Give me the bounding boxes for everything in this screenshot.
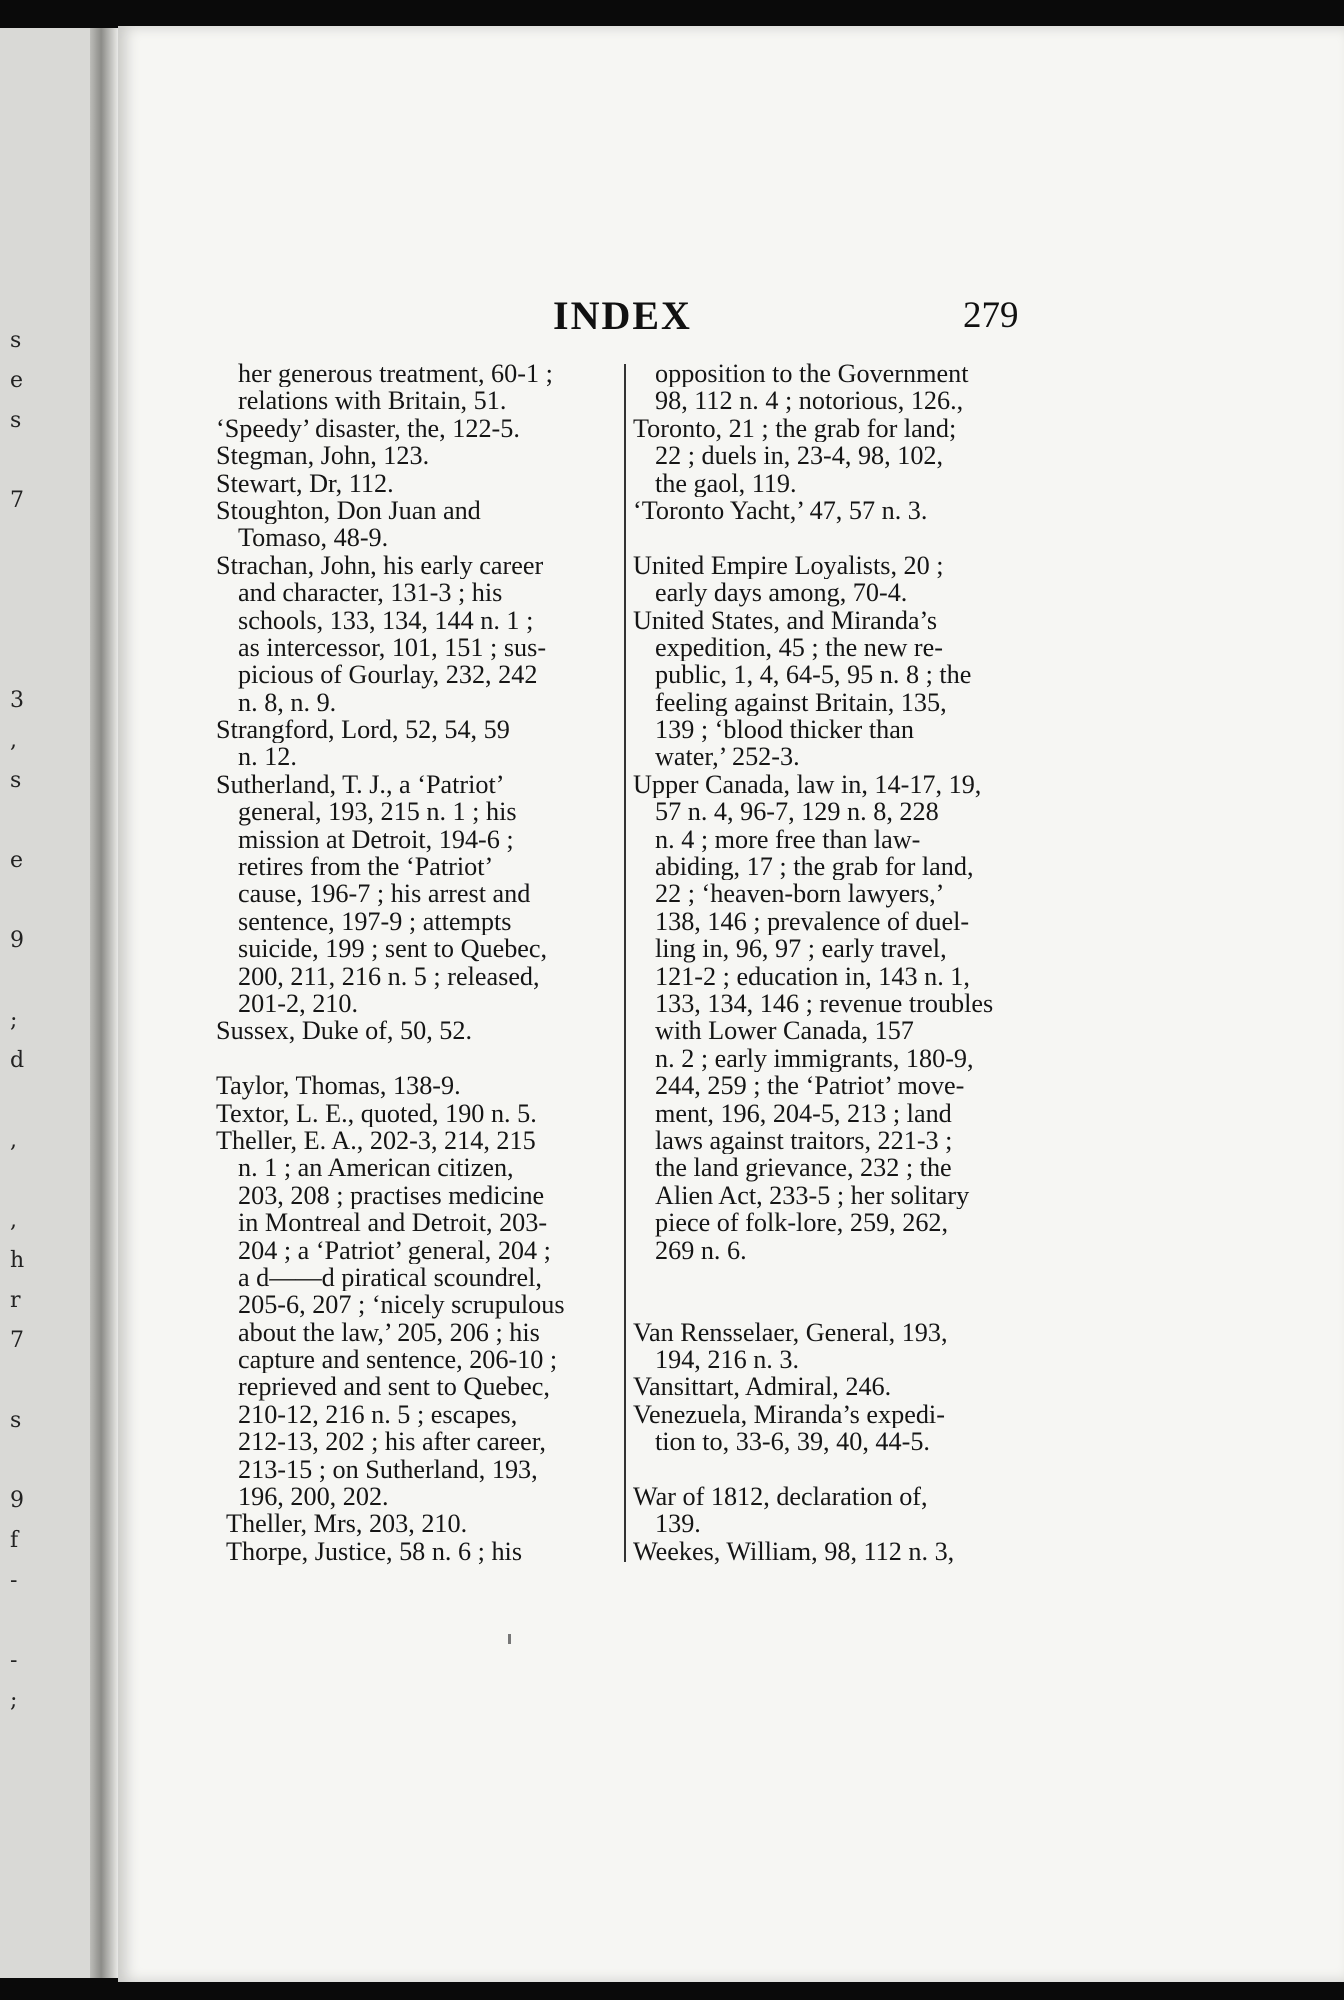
- edge-fragment: d: [10, 1048, 25, 1073]
- index-entry-headword-line: Sutherland, T. J., a ‘Patriot’: [216, 770, 505, 799]
- index-entry-continuation-line: 244, 259 ; the ‘Patriot’ move-: [655, 1072, 965, 1100]
- index-entry-continuation-line: capture and sentence, 206-10 ;: [238, 1346, 558, 1374]
- index-entry-continuation-line: 200, 211, 216 n. 5 ; released,: [238, 962, 540, 990]
- book-page: [118, 26, 1344, 1982]
- index-entry-continuation-line: 139 ; ‘blood thicker than: [655, 716, 914, 744]
- index-entry-continuation-line: as intercessor, 101, 151 ; sus-: [238, 633, 547, 662]
- index-entry-continuation-line: in Montreal and Detroit, 203-: [238, 1209, 548, 1237]
- edge-fragment: ,: [10, 1208, 17, 1233]
- index-entry-continuation-line: 57 n. 4, 96-7, 129 n. 8, 228: [655, 798, 939, 826]
- index-entry-headword-line: Sussex, Duke of, 50, 52.: [216, 1017, 473, 1045]
- index-entry-continuation-line: n. 2 ; early immigrants, 180-9,: [655, 1044, 974, 1073]
- entry-gap: [633, 1456, 1050, 1483]
- index-entry-continuation-line: schools, 133, 134, 144 n. 1 ;: [238, 606, 534, 634]
- index-entry-continuation-line: the land grievance, 232 ; the: [655, 1154, 952, 1182]
- index-entry-headword-line: Venezuela, Miranda’s expedi-: [633, 1400, 945, 1429]
- index-entry-continuation-line: sentence, 197-9 ; attempts: [238, 907, 512, 936]
- index-entry-continuation-line: Alien Act, 233-5 ; her solitary: [655, 1181, 970, 1210]
- index-entry-continuation-line: 138, 146 ; prevalence of duel-: [655, 907, 970, 936]
- index-entry-continuation-line: n. 4 ; more free than law-: [655, 825, 921, 854]
- index-entry-continuation-line: 269 n. 6.: [655, 1236, 747, 1264]
- page-number: 279: [963, 295, 1019, 336]
- index-entry-continuation-line: 201-2, 210.: [238, 989, 359, 1018]
- index-entry-continuation-line: 196, 200, 202.: [238, 1483, 389, 1511]
- index-entry-continuation-line: mission at Detroit, 194-6 ;: [238, 825, 514, 854]
- index-entry-continuation-line: 194, 216 n. 3.: [655, 1346, 800, 1374]
- edge-fragment: ,: [10, 1128, 17, 1153]
- index-entry-continuation-line: public, 1, 4, 64-5, 95 n. 8 ; the: [655, 661, 972, 689]
- index-entry-continuation-line: opposition to the Government: [655, 360, 969, 388]
- index-entry-continuation-line: general, 193, 215 n. 1 ; his: [238, 798, 517, 826]
- index-entry-headword-line: Stewart, Dr, 112.: [216, 469, 394, 497]
- edge-fragment: e: [10, 848, 24, 873]
- index-entry-continuation-line: early days among, 70-4.: [655, 579, 908, 607]
- index-entry-continuation-line: Tomaso, 48-9.: [238, 524, 389, 552]
- edge-fragment: ;: [10, 1688, 18, 1713]
- index-entry-continuation-line: picious of Gourlay, 232, 242: [238, 661, 538, 689]
- index-entry-headword-line: Strachan, John, his early career: [216, 551, 544, 580]
- index-entry-continuation-line: 205-6, 207 ; ‘nicely scrupulous: [238, 1291, 565, 1319]
- edge-fragment: -: [10, 1648, 18, 1673]
- edge-fragment: s: [10, 1408, 22, 1433]
- edge-fragment: ;: [10, 1008, 18, 1033]
- edge-fragment: 9: [10, 1488, 24, 1513]
- index-entry-continuation-line: suicide, 199 ; sent to Quebec,: [238, 935, 548, 963]
- index-entry-headword-line: United States, and Miranda’s: [633, 606, 938, 634]
- index-entry-continuation-line: 22 ; duels in, 23-4, 98, 102,: [655, 442, 944, 470]
- index-entry-continuation-line: abiding, 17 ; the grab for land,: [655, 853, 974, 881]
- index-entry-continuation-line: 139.: [655, 1510, 701, 1538]
- page-title: INDEX: [553, 293, 692, 338]
- index-entry-continuation-line: reprieved and sent to Quebec,: [238, 1373, 550, 1401]
- page-speck: [508, 1634, 511, 1644]
- index-entry-continuation-line: cause, 196-7 ; his arrest and: [238, 880, 531, 908]
- index-entry-continuation-line: about the law,’ 205, 206 ; his: [238, 1318, 540, 1347]
- edge-fragment: ,: [10, 728, 17, 753]
- edge-fragment: 7: [10, 1328, 24, 1353]
- index-entry-headword-line: Stoughton, Don Juan and: [216, 496, 481, 525]
- index-entry-continuation-line: 203, 208 ; practises medicine: [238, 1181, 545, 1210]
- previous-page-text-fragments: [8, 328, 30, 1728]
- index-entry-headword-line: ‘Toronto Yacht,’ 47, 57 n. 3.: [633, 496, 928, 525]
- index-entry-continuation-line: 133, 134, 146 ; revenue troubles: [655, 989, 994, 1018]
- index-entry-continuation-line: laws against traitors, 221-3 ;: [655, 1126, 953, 1155]
- index-entry-continuation-line: relations with Britain, 51.: [238, 387, 507, 415]
- index-entry-continuation-line: n. 1 ; an American citizen,: [238, 1154, 514, 1182]
- page-header: [118, 266, 1344, 336]
- index-entry-continuation-line: n. 8, n. 9.: [238, 688, 337, 717]
- index-entry-continuation-line: Thorpe, Justice, 58 n. 6 ; his: [226, 1537, 523, 1566]
- index-entry-continuation-line: ment, 196, 204-5, 213 ; land: [655, 1099, 952, 1127]
- index-entry-continuation-line: ling in, 96, 97 ; early travel,: [655, 935, 947, 963]
- book-gutter: [90, 28, 118, 1978]
- index-entry-headword-line: Vansittart, Admiral, 246.: [633, 1373, 892, 1401]
- column-divider: [624, 364, 626, 1562]
- index-entry-headword-line: Stegman, John, 123.: [216, 442, 430, 470]
- edge-fragment: 3: [10, 688, 24, 713]
- index-entry-headword-line: War of 1812, declaration of,: [633, 1483, 928, 1511]
- index-entry-continuation-line: 22 ; ‘heaven-born lawyers,’: [655, 880, 945, 908]
- entry-gap: [216, 1045, 631, 1072]
- index-entry-headword-line: Textor, L. E., quoted, 190 n. 5.: [216, 1099, 537, 1127]
- edge-fragment: s: [10, 768, 22, 793]
- edge-fragment: 7: [10, 488, 24, 513]
- edge-fragment: -: [10, 1568, 18, 1593]
- index-entry-continuation-line: 212-13, 202 ; his after career,: [238, 1428, 546, 1456]
- index-entry-continuation-line: the gaol, 119.: [655, 469, 797, 497]
- index-entry-continuation-line: expedition, 45 ; the new re-: [655, 633, 943, 662]
- entry-gap: [633, 1291, 1050, 1318]
- index-entry-continuation-line: her generous treatment, 60-1 ;: [238, 360, 553, 388]
- index-entry-headword-line: Theller, E. A., 202-3, 214, 215: [216, 1126, 536, 1155]
- index-entry-continuation-line: with Lower Canada, 157: [655, 1017, 914, 1045]
- index-entry-continuation-line: and character, 131-3 ; his: [238, 579, 503, 607]
- edge-fragment: 9: [10, 928, 24, 953]
- index-entry-continuation-line: a d——d piratical scoundrel,: [238, 1263, 542, 1292]
- index-entry-continuation-line: n. 12.: [238, 743, 297, 771]
- edge-fragment: e: [10, 368, 24, 393]
- index-entry-continuation-line: 121-2 ; education in, 143 n. 1,: [655, 962, 970, 990]
- index-column-right: [633, 360, 1050, 1565]
- index-entry-headword-line: Weekes, William, 98, 112 n. 3,: [633, 1537, 955, 1566]
- index-entry-continuation-line: water,’ 252-3.: [655, 743, 800, 771]
- edge-fragment: s: [10, 328, 22, 353]
- index-entry-continuation-line: piece of folk-lore, 259, 262,: [655, 1209, 949, 1237]
- index-entry-continuation-line: 210-12, 216 n. 5 ; escapes,: [238, 1400, 518, 1429]
- index-entry-headword-line: ‘Speedy’ disaster, the, 122-5.: [216, 414, 520, 443]
- edge-fragment: h: [10, 1248, 25, 1273]
- edge-fragment: s: [10, 408, 22, 433]
- index-entry-headword-line: Strangford, Lord, 52, 54, 59: [216, 716, 510, 744]
- index-entry-continuation-line: retires from the ‘Patriot’: [238, 853, 494, 881]
- index-column-left: [216, 360, 631, 1565]
- index-entry-continuation-line: Theller, Mrs, 203, 210.: [226, 1510, 468, 1538]
- index-entry-headword-line: United Empire Loyalists, 20 ;: [633, 551, 944, 580]
- edge-fragment: f: [10, 1528, 19, 1553]
- index-entry-headword-line: Taylor, Thomas, 138-9.: [216, 1072, 461, 1100]
- edge-fragment: r: [10, 1288, 21, 1313]
- index-entry-continuation-line: feeling against Britain, 135,: [655, 688, 947, 717]
- index-entry-headword-line: Van Rensselaer, General, 193,: [633, 1318, 948, 1347]
- index-entry-headword-line: Toronto, 21 ; the grab for land;: [633, 414, 957, 443]
- index-entry-continuation-line: tion to, 33-6, 39, 40, 44-5.: [655, 1428, 930, 1456]
- entry-gap: [633, 524, 1050, 551]
- index-entry-continuation-line: 98, 112 n. 4 ; notorious, 126.,: [655, 387, 964, 415]
- index-entry-headword-line: Upper Canada, law in, 14-17, 19,: [633, 770, 982, 799]
- index-entry-continuation-line: 204 ; a ‘Patriot’ general, 204 ;: [238, 1236, 551, 1264]
- entry-gap: [633, 1264, 1050, 1291]
- index-entry-continuation-line: 213-15 ; on Sutherland, 193,: [238, 1455, 538, 1484]
